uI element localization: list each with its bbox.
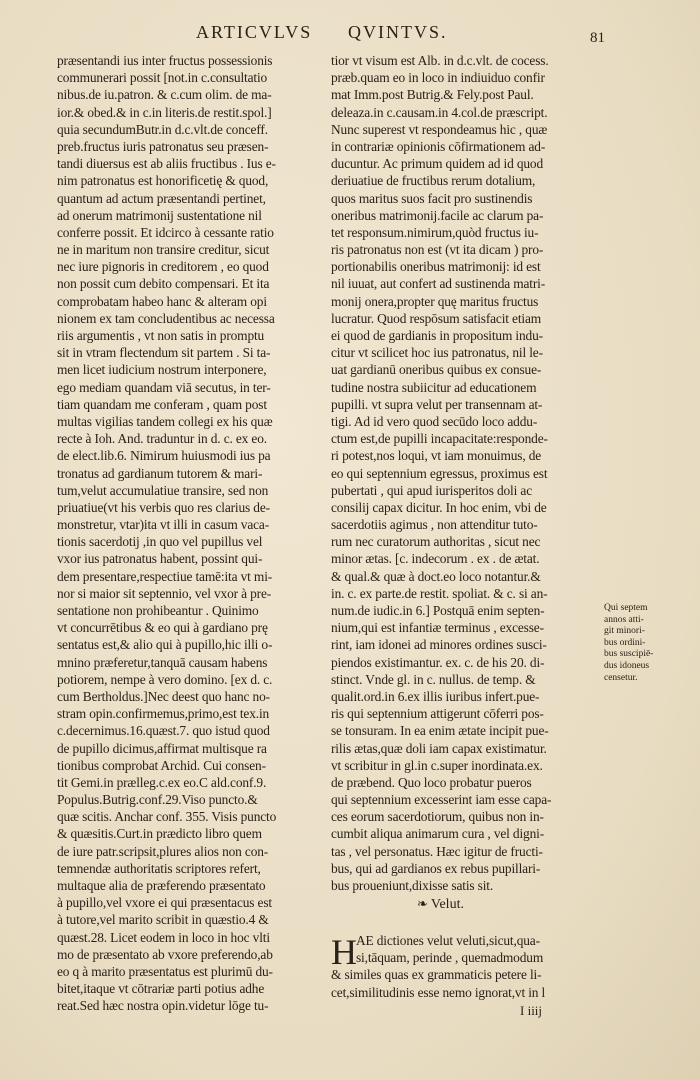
text-line: præb.quam eo in loco in indiuiduo confir (331, 70, 545, 86)
fleuron-icon: ❧ (417, 896, 428, 911)
text-line: uat gardianū oneribus quibus ex consue- (331, 362, 542, 378)
text-line: monstretur, vtar)ita vt illi in casum vaca- (57, 517, 270, 533)
text-line: comprobatam habeo hanc & alteram opi (57, 293, 267, 309)
text-line: cum Bertholdus.]Nec deest quo hanc no- (57, 688, 270, 704)
text-line: rint, iam idonei ad minores ordines susci- (331, 637, 547, 653)
text-line: consilij capax dicitur. In hoc enim, vbi de (331, 499, 547, 515)
text-line: tigi. Ad id vero quod secūdo loco addu- (331, 413, 538, 429)
text-line: eo qui septennium egressus, proximus est (331, 465, 548, 481)
text-line: qui septennium excesserint iam esse capa- (331, 792, 552, 808)
text-line: tet responsum.nimirum,quòd fructus iu- (331, 224, 539, 240)
text-line: tandi diuersus est ab aliis fructibus . Ius e- (57, 156, 276, 172)
text-line: à pupillo,vel vxore ei qui præsentacus est (57, 895, 272, 911)
text-line: recte à Ioh. And. traduntur in d. c. ex eo. (57, 431, 267, 447)
text-line: Nunc superest vt respondeamus hic , quæ (331, 121, 548, 137)
text-line: quantum ad actum præsentandi pertinet, (57, 190, 266, 206)
text-line: nim patronatus est honorificetię & quod, (57, 173, 269, 189)
text-line: ri potest,nos loqui, vt iam monuimus, de (331, 448, 542, 464)
text-line: tiam quandam me conferam , quam post (57, 396, 267, 412)
text-line: quia secundumButr.in d.c.vlt.de conceff. (57, 121, 268, 137)
text-line: vxor ius patronatus habent, possint qui- (57, 551, 263, 567)
text-line: nor si maior sit septennio, vel vxor à pre- (57, 585, 272, 601)
text-line: ris qui septennium attigerunt cōferri pos- (331, 706, 544, 722)
text-line: mo de præsentato ab vxore preferendo,ab (57, 946, 273, 962)
marginal-line: git minori- (604, 626, 645, 637)
text-line: cumbit aliqua animarum cura , vel digni- (331, 826, 545, 842)
text-line: quæst.28. Licet eodem in loco in hoc vlti (57, 929, 270, 945)
page-number: 81 (590, 30, 605, 46)
text-line: se tonsuram. In ea enim ætate incipit pue- (331, 723, 549, 739)
text-line: non possit cum debito compensari. Et ita (57, 276, 270, 292)
text-line: & quæsitis.Curt.in prædicto libro quem (57, 826, 262, 842)
text-line: ducuntur. Ac primum quidem ad id quod (331, 156, 544, 172)
text-line: eo q à marito præsentatus est plurimū du- (57, 963, 273, 979)
text-line: sacerdotiis agimus , non attenditur tuto- (331, 517, 538, 533)
marginal-note (604, 603, 670, 684)
text-line: communerari possit [not.in c.consultatio (57, 70, 268, 86)
text-line: ego mediam quandam viā secutus, in ter- (57, 379, 271, 395)
text-line: sit in vtram flectendum sit partem . Si ta- (57, 345, 271, 361)
text-line: bitet,itaque vt cōtrariæ parti potius adhe (57, 981, 265, 997)
marginal-line: bus suscipiē- (604, 649, 654, 660)
text-line: ctum est,de pupilli incapacitate:responde- (331, 431, 548, 447)
text-line: tum,velut accumulatiue transire, sed non (57, 482, 269, 498)
text-line: nium,qui est infantiæ terminus , excesse- (331, 620, 544, 636)
text-line: ad onerum matrimonij sustentatione nil (57, 207, 262, 223)
section-line: AE dictiones velut veluti,sicut,qua- (356, 933, 540, 948)
text-line: nil iuuat, aut confert ad sustinenda matri- (331, 276, 546, 292)
marginal-line: bus ordini- (604, 637, 646, 648)
text-line: nec iure pignoris in creditorem , eo quod (57, 259, 269, 275)
marginal-line: Qui septem (604, 603, 648, 613)
drop-cap: H (331, 932, 357, 972)
section-line: cet,similitudinis esse nemo ignorat,vt in l (331, 984, 546, 1000)
text-line: potiorem, nempe à vero domino. [ex d. c. (57, 671, 273, 687)
section-line: & similes quas ex grammaticis petere li- (331, 967, 542, 983)
text-line: tionis sacerdotij ,in quo vel pupillus vel (57, 534, 263, 550)
text-line: nionem ex tam concludentibus ac necessa (57, 310, 275, 326)
text-line: tronatus ad gardianum tutorem & mari- (57, 465, 263, 481)
text-line: Populus.Butrig.conf.29.Viso puncto.& (57, 792, 258, 808)
text-line: multaque alia de præferendo præsentato (57, 878, 266, 893)
text-line: ces eorum sacerdotiorum, quibus non in- (331, 809, 544, 825)
text-line: sentatione non prohibeantur . Quinimo (57, 603, 259, 618)
text-line: minor ætas. [c. indecorum . ex . de ætat. (331, 551, 540, 567)
text-line: bus, qui ad gardianos ex rebus pupillari- (331, 860, 541, 876)
text-line: riis argumentis , vt non satis in promptu (57, 328, 265, 343)
section-heading-text: Velut. (430, 897, 464, 912)
text-line: monij onera,propter quę maritus fructus (331, 293, 539, 309)
text-line: tas , vel personatus. Hæc igitur de fructi- (331, 843, 543, 859)
text-line: deleaza.in c.causam.in 4.col.de præscript. (331, 104, 548, 120)
text-line: dem presentare,respectiue tamē:ita vt mi- (57, 568, 273, 584)
text-line: vt concurrētibus & eo qui à gardiano prę (57, 620, 268, 636)
text-line: de elect.lib.6. Nimirum huiusmodi ius pa (57, 448, 271, 464)
text-line: tudine nostra subiicitur ad educationem (331, 379, 537, 395)
text-line: ris patronatus non est (vt ita dicam ) pro- (331, 242, 544, 258)
text-line: rilis ætas,quæ doli iam capax existimatur. (331, 740, 547, 756)
marginal-line: annos atti- (604, 614, 644, 625)
text-line: bus proueniunt,dixisse satis sit. (331, 878, 494, 893)
text-line: quæ scitis. Anchar conf. 355. Visis puncto (57, 809, 277, 825)
running-head-right: QVINTVS. (348, 22, 448, 42)
text-line: mnino præferetur,tanquā causam habens (57, 654, 268, 670)
text-line: stinct. Vnde gl. in c. nullus. de temp. & (331, 671, 536, 687)
text-line: mat Imm.post Butrig.& Fely.post Paul. (331, 87, 534, 103)
text-line: preb.fructus iuris patronatus seu præsen- (57, 138, 269, 154)
marginal-line: censetur. (604, 672, 638, 683)
text-line: reat.Sed hæc nostra opin.videtur lōge tu- (57, 998, 269, 1014)
section-heading (417, 896, 464, 913)
text-line: pupilli. vt supra velut per transennam at- (331, 396, 543, 412)
text-line: de iure patr.scripsit,plures alios non con- (57, 843, 269, 859)
text-line: in. c. ex parte.de restit. spoliat. & c. si an- (331, 585, 548, 601)
text-line: priuatiue(vt his verbis quo res clarius de- (57, 499, 270, 515)
text-line: c.decernimus.16.quæst.7. quo istud quod (57, 723, 270, 739)
section-line: si,tāquam, perinde , quemadmodum (356, 950, 544, 966)
text-line: portionabilis oneribus matrimonij: id est (331, 259, 541, 275)
text-line: stram opin.confirmemus,primo,est tex.in (57, 706, 270, 722)
text-line: deriuatiue de fructibus rerum dotalium, (331, 173, 536, 189)
text-line: de præbend. Quo loco probatur pueros (331, 774, 532, 790)
text-line: rum nec curatorum authoritas , sicut nec (331, 534, 541, 550)
text-line: sentatus est,& alio qui à pupillo,hic illi o- (57, 637, 273, 653)
text-line: quos maritus suos facit pro sustinendis (331, 190, 533, 206)
text-line: tionibus comprobat Archid. Cui consen- (57, 757, 266, 773)
running-head (196, 22, 636, 48)
text-line: multas vigilias tandem collegi ex his quæ (57, 413, 273, 429)
signature-mark: I iiij (520, 1003, 543, 1018)
text-line: à tutore,vel marito scribit in quæstio.4 & (57, 912, 269, 928)
text-line: ior.& obed.& in c.in literis.de restit.spol.] (57, 104, 272, 120)
section-paragraph (331, 932, 601, 1001)
text-line: conferre possit. Et idcirco à cessante ratio (57, 224, 274, 240)
section-lines (331, 932, 601, 1001)
text-line: vt scribitur in gl.in c.super inordinata.ex. (331, 757, 543, 773)
text-line: lucratur. Quod respōsum satisfacit etiam (331, 310, 542, 326)
text-line: tit Gemi.in prælleg.c.ex eo.C ald.conf.9. (57, 774, 267, 790)
text-line: ei quod de gardianis in propositum indu- (331, 328, 543, 343)
text-line: num.de iudic.in 6.] Postquā enim septen- (331, 603, 545, 618)
text-line: ne in maritum non transire creditur, sicut (57, 242, 270, 258)
text-line: & qual.& quæ à doct.eo loco notantur.& (331, 568, 541, 584)
right-text-column (331, 52, 601, 894)
text-line: qualit.ord.in 6.ex illis iuribus infert.pue- (331, 688, 540, 704)
marginal-line: dus idoneus (604, 660, 650, 671)
running-head-left: ARTICVLVS (196, 22, 313, 42)
text-line: in contrariæ opinionis cōfirmationem ad- (331, 138, 546, 154)
text-line: piendos existimantur. ex. c. de his 20. di- (331, 654, 545, 670)
text-line: oneribus matrimonij.facile ac clarum pa- (331, 207, 544, 223)
text-line: pubertati , qui apud iurisperitos doli ac (331, 482, 532, 498)
text-line: temnendæ authoritatis scriptores refert, (57, 860, 261, 876)
text-line: de pupillo dicimus,affirmat multisque ra (57, 740, 267, 756)
text-line: men licet iudicium nostrum interponere, (57, 362, 267, 378)
text-line: citur vt scilicet hoc ius patronatus, nil le- (331, 345, 543, 361)
text-line: nibus.de iu.patron. & c.cum olim. de ma- (57, 87, 272, 103)
text-line: tior vt visum est Alb. in d.c.vlt. de cocess. (331, 53, 549, 68)
left-text-column (57, 52, 317, 1015)
text-line: præsentandi ius inter fructus possessionis (57, 53, 273, 68)
